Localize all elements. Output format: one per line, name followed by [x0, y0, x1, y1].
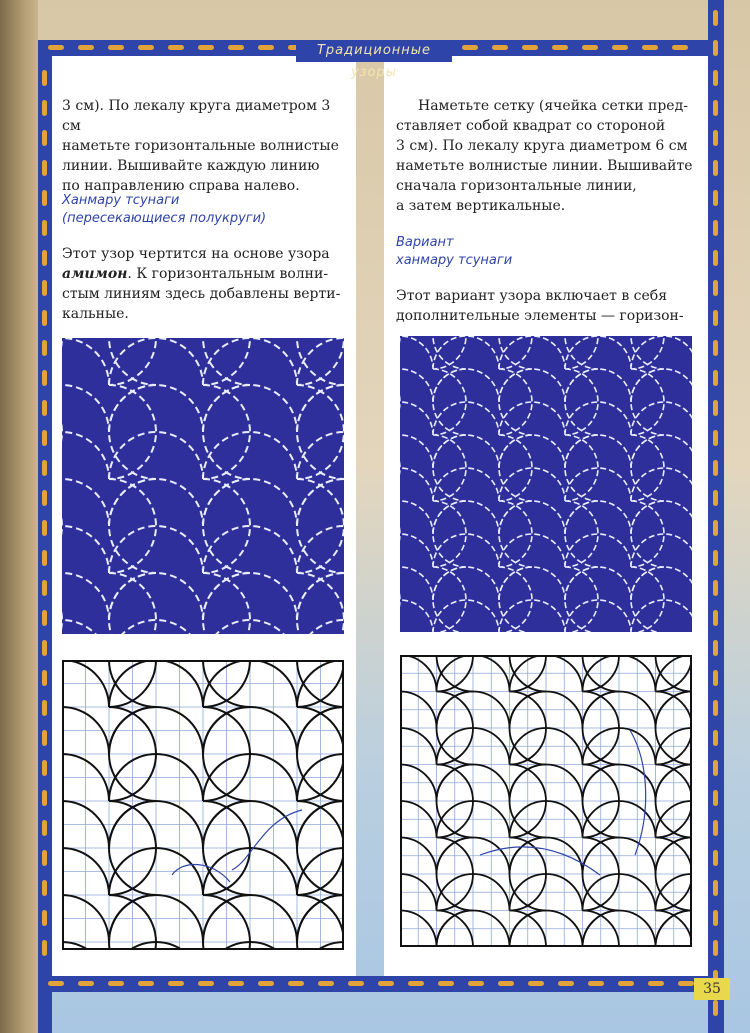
frame-dash — [168, 45, 184, 50]
frame-dash — [42, 580, 47, 596]
frame-dash — [713, 250, 718, 266]
text-line: ставляет собой квадрат со стороной — [396, 118, 666, 134]
frame-dash — [713, 220, 718, 236]
frame-dash — [522, 45, 538, 50]
stitched-fabric-photo-variant — [400, 336, 692, 632]
text-line: а затем вертикальные. — [396, 198, 566, 214]
text-line: кальные. — [62, 306, 129, 322]
frame-dash — [42, 910, 47, 926]
frame-dash — [642, 45, 658, 50]
pattern-diagram-variant — [400, 655, 692, 947]
frame-dash — [408, 981, 424, 986]
frame-dash — [713, 460, 718, 476]
frame-dash — [552, 45, 568, 50]
frame-dash — [348, 981, 364, 986]
left-paragraph-1 — [62, 96, 352, 196]
frame-dash — [713, 850, 718, 866]
text-line: наметьте горизонтальные волнистые — [62, 138, 339, 154]
frame-dash — [42, 220, 47, 236]
frame-dash — [713, 340, 718, 356]
frame-dash — [713, 280, 718, 296]
frame-dash — [78, 981, 94, 986]
stitched-fabric-photo-hanmaru — [62, 338, 344, 634]
frame-dash — [42, 760, 47, 776]
frame-dash — [462, 45, 478, 50]
frame-dash — [138, 45, 154, 50]
frame-dash — [42, 820, 47, 836]
left-subheading — [62, 192, 266, 228]
frame-dash — [258, 981, 274, 986]
frame-dash — [713, 370, 718, 386]
subheading-line: Ханмару тсунаги — [62, 193, 180, 208]
frame-dash — [108, 45, 124, 50]
frame-dash — [42, 70, 47, 86]
frame-dash — [42, 850, 47, 866]
frame-dash — [713, 40, 718, 56]
frame-dash — [678, 981, 694, 986]
frame-dash — [713, 190, 718, 206]
frame-dash — [42, 400, 47, 416]
frame-dash — [713, 580, 718, 596]
frame-dash — [42, 640, 47, 656]
frame-dash — [438, 981, 454, 986]
frame-dash — [42, 730, 47, 746]
frame-dash — [42, 340, 47, 356]
text-line: по направлению справа налево. — [62, 178, 300, 194]
frame-dash — [42, 190, 47, 206]
text-fragment: . К горизонтальным волни- — [127, 266, 329, 282]
frame-dash — [713, 430, 718, 446]
frame-dash — [42, 700, 47, 716]
frame-dash — [588, 981, 604, 986]
frame-dash — [612, 45, 628, 50]
text-line: 3 см). По лекалу круга диаметром 6 см — [396, 138, 688, 154]
frame-dash — [42, 880, 47, 896]
frame-dash — [713, 100, 718, 116]
frame-dash — [492, 45, 508, 50]
frame-dash — [713, 910, 718, 926]
text-line: линии. Вышивайте каждую линию — [62, 158, 320, 174]
frame-dash — [713, 730, 718, 746]
frame-dash — [48, 45, 64, 50]
frame-dash — [42, 520, 47, 536]
frame-dash — [108, 981, 124, 986]
frame-dash — [42, 460, 47, 476]
frame-dash — [258, 45, 274, 50]
frame-dash — [42, 430, 47, 446]
frame-dash — [42, 940, 47, 956]
frame-dash — [42, 790, 47, 806]
frame-dash — [713, 670, 718, 686]
italic-term: амимон — [62, 266, 128, 282]
left-paragraph-2 — [62, 244, 352, 324]
frame-dash — [168, 981, 184, 986]
frame-dash — [228, 981, 244, 986]
frame-dash — [713, 610, 718, 626]
frame-dash — [42, 310, 47, 326]
text-line: сначала горизонтальные линии, — [396, 178, 637, 194]
subheading-line: Вариант — [396, 235, 454, 250]
frame-dash — [42, 100, 47, 116]
frame-dash — [42, 280, 47, 296]
frame-dash — [618, 981, 634, 986]
frame-dash — [713, 1000, 718, 1016]
text-line: Наметьте сетку (ячейка сетки пред- — [418, 98, 688, 114]
frame-dash — [48, 981, 64, 986]
frame-dash — [672, 45, 688, 50]
page-number: 35 — [694, 978, 730, 1000]
text-line — [62, 264, 352, 284]
right-paragraph-2 — [396, 286, 702, 326]
frame-dash — [228, 45, 244, 50]
page-edge — [0, 0, 38, 1033]
frame-dash — [713, 880, 718, 896]
right-subheading — [396, 234, 512, 270]
frame-dash — [713, 820, 718, 836]
frame-dash — [42, 160, 47, 176]
subheading-line: ханмару тсунаги — [396, 253, 513, 268]
frame-dash — [713, 310, 718, 326]
frame-dash — [713, 490, 718, 506]
right-paragraph-1 — [396, 96, 702, 216]
text-line: 3 см). По лекалу круга диаметром 3 см — [62, 98, 331, 134]
frame-dash — [713, 760, 718, 776]
frame-dash — [198, 45, 214, 50]
fabric-background — [400, 336, 692, 632]
text-line: наметьте волнистые линии. Вышивайте — [396, 158, 693, 174]
text-line: стым линиям здесь добавлены верти- — [62, 286, 341, 302]
frame-dash — [468, 981, 484, 986]
frame-dash — [42, 490, 47, 506]
frame-dash — [318, 981, 334, 986]
frame-dash — [558, 981, 574, 986]
frame-dash — [42, 370, 47, 386]
frame-dash — [713, 10, 718, 26]
frame-dash — [288, 981, 304, 986]
frame-dash — [713, 940, 718, 956]
frame-dash — [713, 160, 718, 176]
pattern-diagram-hanmaru — [62, 660, 344, 950]
frame-dash — [582, 45, 598, 50]
frame-dash — [713, 70, 718, 86]
frame-dash — [713, 520, 718, 536]
frame-dash — [713, 790, 718, 806]
frame-dash — [498, 981, 514, 986]
subheading-line: (пересекающиеся полукруги) — [62, 211, 267, 226]
frame-dash — [713, 130, 718, 146]
frame-right — [708, 0, 724, 1033]
text-line: дополнительные элементы — горизон- — [396, 308, 684, 324]
frame-dash — [648, 981, 664, 986]
frame-dash — [713, 400, 718, 416]
frame-dash — [42, 670, 47, 686]
frame-dash — [713, 550, 718, 566]
frame-dash — [528, 981, 544, 986]
section-title: Традиционные узоры — [296, 40, 452, 62]
frame-dash — [713, 700, 718, 716]
text-line: Этот узор чертится на основе узора — [62, 246, 330, 262]
frame-dash — [42, 130, 47, 146]
frame-dash — [138, 981, 154, 986]
frame-dash — [42, 550, 47, 566]
frame-dash — [78, 45, 94, 50]
frame-dash — [42, 610, 47, 626]
frame-dash — [198, 981, 214, 986]
text-line: Этот вариант узора включает в себя — [396, 288, 668, 304]
frame-dash — [713, 640, 718, 656]
frame-dash — [42, 250, 47, 266]
frame-dash — [378, 981, 394, 986]
